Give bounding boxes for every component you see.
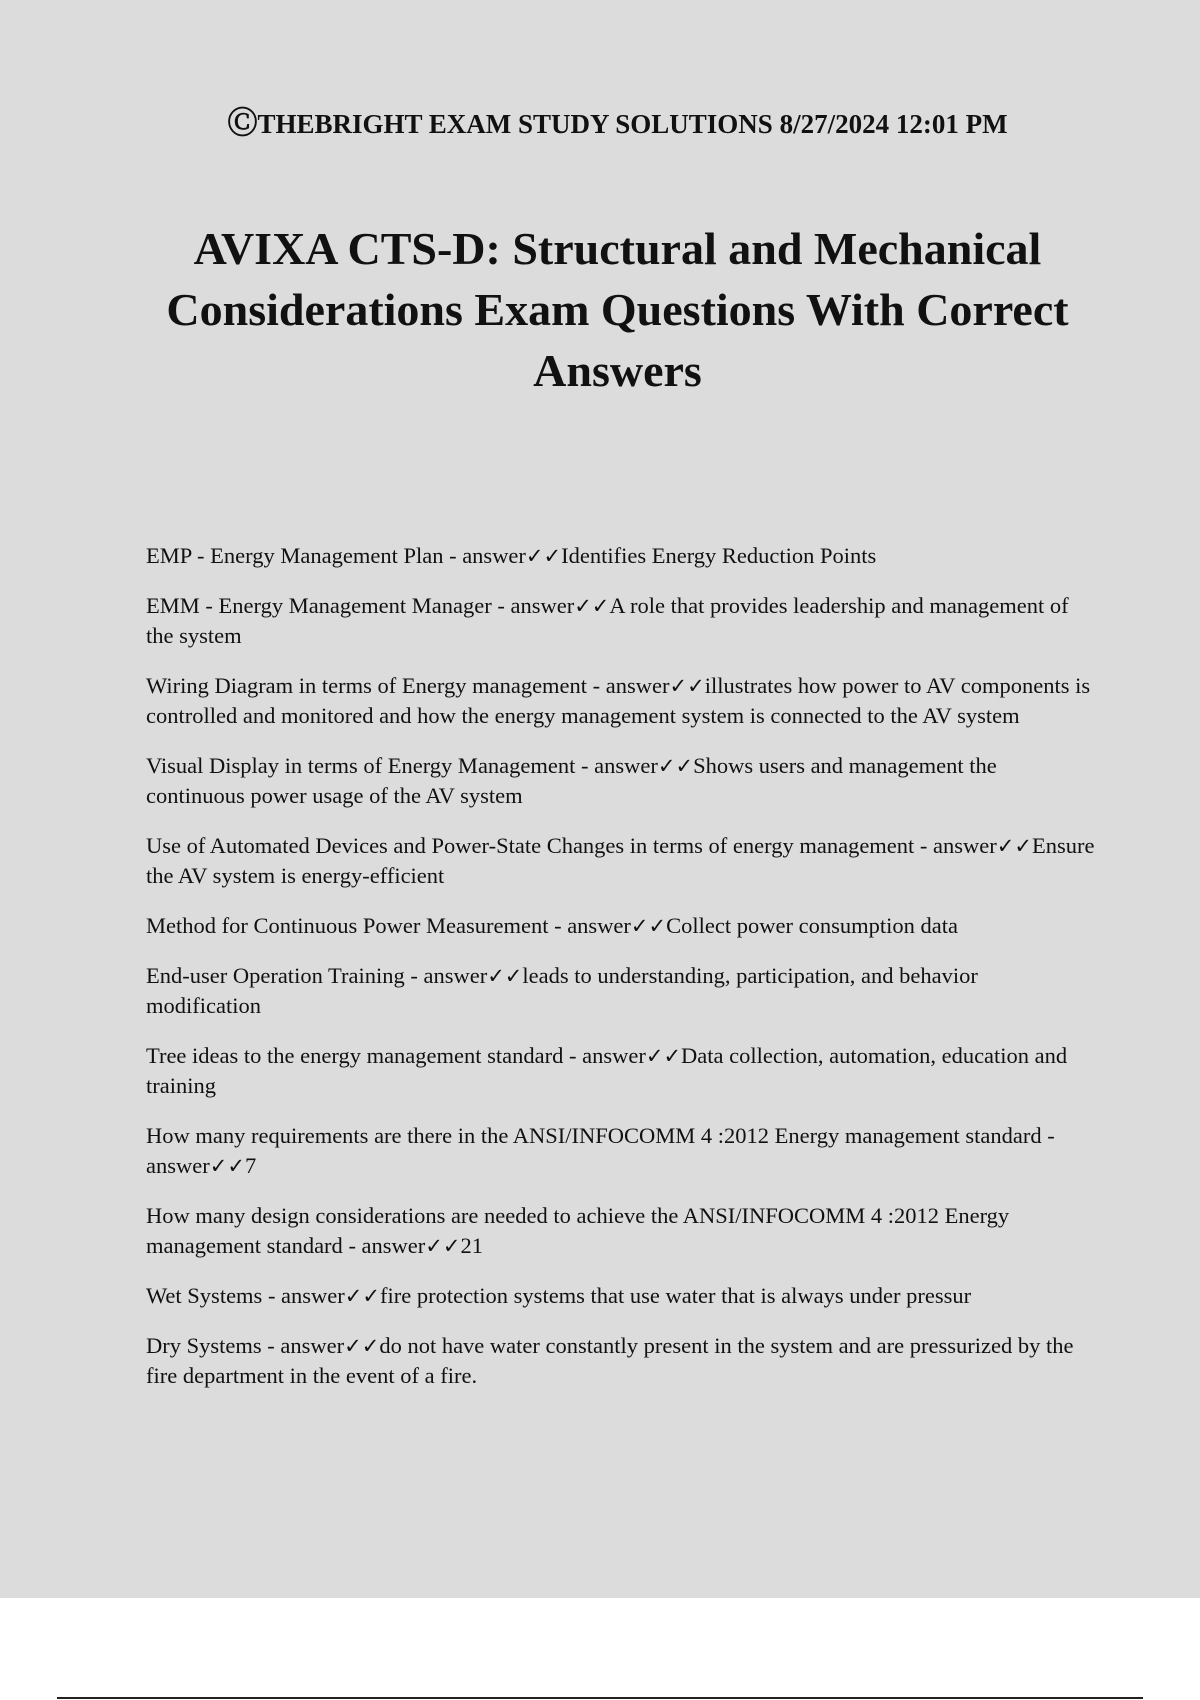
page-title: AVIXA CTS-D: Structural and Mechanical Considerations Exam Questions With Correct Answers <box>166 223 1069 396</box>
list-item <box>146 1041 1096 1101</box>
check-icon: ✓✓ <box>487 964 523 988</box>
item-answer: A role that provides leadership and management of the system <box>146 593 1069 648</box>
item-answer: Data collection, automation, education and training <box>146 1043 1068 1098</box>
item-term: Visual Display in terms of Energy Management <box>146 753 576 778</box>
item-answer: Collect power consumption data <box>666 913 958 938</box>
answer-separator: - answer <box>404 963 488 988</box>
list-item <box>146 961 1096 1021</box>
item-term: Wet Systems <box>146 1283 263 1308</box>
header-text: THEBRIGHT EXAM STUDY SOLUTIONS 8/27/2024 12:01 PM <box>257 109 1008 139</box>
page-header <box>0 98 1200 142</box>
check-icon: ✓✓ <box>344 1334 380 1358</box>
qa-list <box>146 541 1096 1411</box>
answer-separator: - answer <box>262 1283 345 1308</box>
check-icon: ✓✓ <box>645 1044 682 1068</box>
item-term: Tree ideas to the energy management standard <box>146 1043 564 1068</box>
check-icon: ✓✓ <box>669 674 705 698</box>
check-icon: ✓✓ <box>209 1154 245 1178</box>
check-icon: ✓✓ <box>344 1284 380 1308</box>
item-answer: Shows users and management the continuous power usage of the AV system <box>146 753 997 808</box>
item-answer: 21 <box>460 1233 483 1258</box>
list-item <box>146 541 1096 571</box>
list-item <box>146 1281 1096 1311</box>
item-term: Method for Continuous Power Measurement <box>146 913 549 938</box>
list-item <box>146 911 1096 941</box>
check-icon: ✓✓ <box>657 754 694 778</box>
item-term: EMM - Energy Management Manager <box>146 593 492 618</box>
item-term: How many requirements are there in the ANSI/INFOCOMM 4 :2012 Energy management standard <box>146 1123 1042 1148</box>
item-term: End-user Operation Training <box>146 963 405 988</box>
list-item <box>146 751 1096 811</box>
copyright-icon: Ⓒ <box>227 107 258 140</box>
check-icon: ✓✓ <box>996 834 1032 858</box>
answer-separator: - answer <box>587 673 670 698</box>
item-answer: 7 <box>244 1153 257 1178</box>
answer-separator: - answer <box>261 1333 345 1358</box>
answer-separator: - answer <box>563 1043 646 1068</box>
item-term: EMP - Energy Management Plan <box>146 543 444 568</box>
item-term: Dry Systems <box>146 1333 262 1358</box>
list-item <box>146 1201 1096 1261</box>
item-answer: Ensure the AV system is energy-efficient <box>146 833 1095 888</box>
answer-separator: - answer <box>575 753 658 778</box>
item-answer: leads to understanding, participation, and behavior modification <box>146 963 978 1018</box>
answer-separator: - answer <box>491 593 575 618</box>
check-icon: ✓✓ <box>574 594 610 618</box>
item-answer: Identifies Energy Reduction Points <box>561 543 877 568</box>
check-icon: ✓✓ <box>630 914 667 938</box>
item-term: Use of Automated Devices and Power-State Changes in terms of energy management <box>146 833 915 858</box>
check-icon: ✓✓ <box>525 544 562 568</box>
answer-separator: - answer <box>443 543 526 568</box>
answer-separator: - answer <box>914 833 997 858</box>
list-item <box>146 1121 1096 1181</box>
answer-separator: - answer <box>342 1233 426 1258</box>
list-item <box>146 591 1096 651</box>
check-icon: ✓✓ <box>425 1234 461 1258</box>
item-answer: fire protection systems that use water that is always under pressur <box>379 1283 972 1308</box>
footer-divider <box>57 1697 1143 1699</box>
answer-separator: - answer <box>146 1123 1055 1178</box>
list-item <box>146 831 1096 891</box>
item-answer: illustrates how power to AV components is controlled and monitored and how the energy management system is connected to the AV system <box>146 673 1091 728</box>
item-term: Wiring Diagram in terms of Energy management <box>146 673 588 698</box>
item-answer: do not have water constantly present in the system and are pressurized by the fire department in the event of a fire. <box>146 1333 1074 1388</box>
list-item <box>146 1331 1096 1391</box>
list-item <box>146 671 1096 731</box>
item-term: How many design considerations are needed to achieve the ANSI/INFOCOMM 4 :2012 Energy management standard <box>146 1203 1010 1258</box>
answer-separator: - answer <box>548 913 631 938</box>
